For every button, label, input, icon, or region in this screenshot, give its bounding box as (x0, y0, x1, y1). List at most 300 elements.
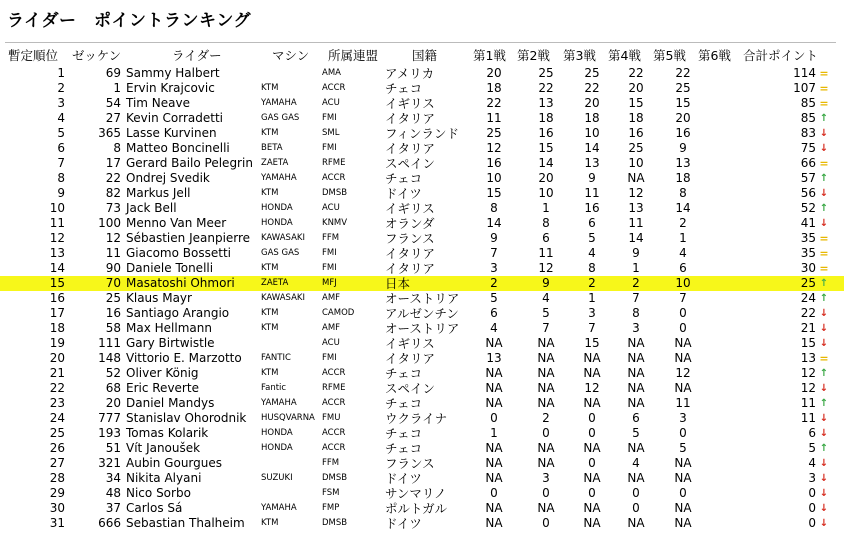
row-round-5: 8 (679, 186, 687, 200)
row-bike: KTM (261, 518, 279, 528)
row-round-5: 0 (679, 426, 687, 440)
row-position: 24 (49, 411, 65, 425)
row-number: 90 (105, 261, 121, 275)
row-round-3: 13 (584, 156, 600, 170)
row-round-3: NA (583, 471, 601, 485)
row-federation: FMP (322, 503, 340, 513)
row-round-5: 1 (679, 231, 687, 245)
row-round-1: 2 (490, 276, 498, 290)
row-round-3: 9 (588, 171, 596, 185)
row-nationality: チェコ (385, 171, 423, 186)
table-row (0, 126, 844, 141)
row-round-2: 13 (538, 96, 554, 110)
row-number: 20 (105, 396, 121, 410)
row-rider-name: Gary Birtwistle (126, 336, 215, 350)
trend-down-icon: ↓ (819, 428, 829, 439)
trend-down-icon: ↓ (819, 503, 829, 514)
row-round-3: 11 (584, 186, 600, 200)
row-position: 31 (49, 516, 65, 530)
row-round-2: 18 (538, 111, 554, 125)
row-federation: AMF (322, 293, 341, 303)
row-number: 111 (98, 336, 121, 350)
row-federation: ACCR (322, 428, 346, 438)
row-round-2: 0 (542, 486, 550, 500)
row-round-4: 20 (628, 81, 644, 95)
row-total: 107 (793, 81, 816, 95)
row-round-3: 0 (588, 486, 596, 500)
row-round-3: 0 (588, 411, 596, 425)
row-rider-name: Eric Reverte (126, 381, 199, 395)
row-bike: SUZUKI (261, 473, 293, 483)
row-round-2: 0 (542, 426, 550, 440)
row-round-5: 6 (679, 261, 687, 275)
row-nationality: イタリア (385, 261, 436, 276)
row-round-2: 4 (542, 291, 550, 305)
header-round-5: 第5戦 (653, 48, 686, 63)
row-total: 52 (800, 201, 816, 215)
row-number: 54 (105, 96, 121, 110)
row-number: 52 (105, 366, 121, 380)
row-round-5: 0 (679, 321, 687, 335)
row-round-4: 6 (632, 411, 640, 425)
row-number: 82 (105, 186, 121, 200)
table-row (0, 411, 844, 426)
row-nationality: スペイン (385, 156, 436, 171)
row-round-4: NA (627, 441, 645, 455)
row-position: 20 (49, 351, 65, 365)
row-round-1: 6 (490, 306, 498, 320)
row-number: 666 (98, 516, 121, 530)
row-rider-name: Markus Jell (126, 186, 191, 200)
row-total: 0 (808, 486, 816, 500)
trend-down-icon: ↓ (819, 518, 829, 529)
row-number: 70 (105, 276, 121, 290)
row-number: 16 (105, 306, 121, 320)
row-round-5: 15 (675, 96, 691, 110)
row-federation: FMI (322, 263, 337, 273)
row-federation: ACU (322, 338, 340, 348)
row-round-2: 6 (542, 231, 550, 245)
row-federation: ACU (322, 203, 340, 213)
row-federation: ACCR (322, 398, 346, 408)
row-nationality: ドイツ (385, 186, 422, 201)
row-bike: KTM (261, 308, 279, 318)
table-row (0, 471, 844, 486)
row-federation: FFM (322, 233, 340, 243)
row-round-3: NA (583, 396, 601, 410)
table-row (0, 426, 844, 441)
row-total: 75 (800, 141, 816, 155)
row-federation: FMI (322, 113, 337, 123)
row-number: 25 (105, 291, 121, 305)
row-round-5: 2 (679, 216, 687, 230)
row-bike: HONDA (261, 218, 293, 228)
row-round-5: NA (674, 456, 692, 470)
row-rider-name: Stanislav Ohorodnik (126, 411, 247, 425)
table-row (0, 246, 844, 261)
row-round-4: NA (627, 516, 645, 530)
row-round-1: NA (485, 516, 503, 530)
row-rider-name: Daniele Tonelli (126, 261, 214, 275)
row-nationality: アメリカ (385, 66, 435, 81)
trend-down-icon: ↓ (819, 458, 829, 469)
row-round-5: 11 (675, 396, 691, 410)
row-bike: GAS GAS (261, 248, 300, 258)
row-rider-name: Aubin Gourgues (126, 456, 223, 470)
row-rider-name: Nico Sorbo (126, 486, 191, 500)
row-bike: YAMAHA (261, 398, 297, 408)
row-position: 25 (49, 426, 65, 440)
table-row (0, 381, 844, 396)
row-total: 83 (800, 126, 816, 140)
row-total: 24 (800, 291, 816, 305)
table-row (0, 486, 844, 501)
table-row (0, 336, 844, 351)
row-position: 6 (57, 141, 65, 155)
row-round-1: 4 (490, 321, 498, 335)
row-number: 37 (105, 501, 121, 515)
trend-down-icon: ↓ (819, 308, 829, 319)
row-round-2: 5 (542, 306, 550, 320)
row-round-5: NA (674, 336, 692, 350)
row-federation: FMU (322, 413, 341, 423)
row-nationality: ポルトガル (385, 501, 448, 516)
trend-eq-icon: = (819, 97, 829, 110)
row-round-5: 25 (675, 81, 691, 95)
row-nationality: チェコ (385, 426, 423, 441)
trend-down-icon: ↓ (819, 473, 829, 484)
row-federation: DMSB (322, 188, 348, 198)
header-nationality: 国籍 (412, 48, 438, 63)
row-rider-name: Klaus Mayr (126, 291, 192, 305)
row-round-4: 22 (628, 66, 644, 80)
row-round-5: 20 (675, 111, 691, 125)
row-round-2: 1 (542, 201, 550, 215)
table-row (0, 201, 844, 216)
trend-up-icon: ↑ (819, 368, 829, 379)
header-federation: 所属連盟 (328, 48, 379, 63)
trend-down-icon: ↓ (819, 413, 829, 424)
row-rider-name: Sebastian Thalheim (126, 516, 245, 530)
row-nationality: チェコ (385, 366, 423, 381)
row-nationality: イタリア (385, 246, 436, 261)
trend-down-icon: ↓ (819, 143, 829, 154)
row-round-1: 20 (486, 66, 502, 80)
trend-down-icon: ↓ (819, 338, 829, 349)
row-round-4: NA (627, 336, 645, 350)
row-round-2: 2 (542, 411, 550, 425)
row-nationality: ドイツ (385, 471, 422, 486)
row-total: 56 (800, 186, 816, 200)
row-round-4: 10 (628, 156, 644, 170)
trend-up-icon: ↑ (819, 293, 829, 304)
trend-down-icon: ↓ (819, 218, 829, 229)
row-position: 11 (49, 216, 65, 230)
row-round-5: 12 (675, 366, 691, 380)
row-total: 11 (800, 411, 816, 425)
row-number: 58 (105, 321, 121, 335)
row-round-4: 16 (628, 126, 644, 140)
row-rider-name: Carlos Sá (126, 501, 183, 515)
table-row (0, 96, 844, 111)
row-round-2: NA (537, 501, 555, 515)
row-federation: MFJ (322, 278, 337, 288)
row-round-3: 14 (584, 141, 600, 155)
row-round-2: 22 (538, 81, 554, 95)
row-rider-name: Gerard Bailo Pelegrin (126, 156, 253, 170)
row-nationality: オランダ (385, 216, 435, 231)
row-federation: ACCR (322, 83, 346, 93)
row-nationality: イタリア (385, 111, 436, 126)
table-row (0, 441, 844, 456)
row-round-3: 2 (588, 276, 596, 290)
row-round-5: 10 (675, 276, 691, 290)
row-bike: KTM (261, 368, 279, 378)
row-round-1: 10 (486, 171, 502, 185)
row-total: 13 (800, 351, 816, 365)
row-bike: KTM (261, 128, 279, 138)
row-rider-name: Masatoshi Ohmori (126, 276, 235, 290)
row-round-4: 9 (632, 246, 640, 260)
row-rider-name: Tim Neave (126, 96, 190, 110)
row-round-2: NA (537, 441, 555, 455)
row-total: 4 (808, 456, 816, 470)
row-position: 30 (49, 501, 65, 515)
row-position: 5 (57, 126, 65, 140)
row-round-2: NA (537, 381, 555, 395)
row-round-4: 25 (628, 141, 644, 155)
row-round-5: 14 (675, 201, 691, 215)
row-round-3: 8 (588, 261, 596, 275)
row-federation: FMI (322, 248, 337, 258)
row-round-2: NA (537, 366, 555, 380)
row-round-4: 12 (628, 186, 644, 200)
row-round-4: 5 (632, 426, 640, 440)
row-round-1: 14 (486, 216, 502, 230)
row-round-3: 10 (584, 126, 600, 140)
table-row (0, 171, 844, 186)
row-number: 148 (98, 351, 121, 365)
row-round-3: 16 (584, 201, 600, 215)
row-nationality: ドイツ (385, 516, 422, 531)
row-bike: KAWASAKI (261, 233, 305, 243)
row-round-2: 3 (542, 471, 550, 485)
row-round-3: 1 (588, 291, 596, 305)
row-position: 7 (57, 156, 65, 170)
row-round-1: 0 (490, 411, 498, 425)
row-bike: YAMAHA (261, 98, 297, 108)
row-nationality: イギリス (385, 96, 435, 111)
row-position: 13 (49, 246, 65, 260)
row-number: 365 (98, 126, 121, 140)
row-position: 1 (57, 66, 65, 80)
row-round-1: 1 (490, 426, 498, 440)
row-federation: SML (322, 128, 340, 138)
row-round-3: NA (583, 366, 601, 380)
row-round-2: 16 (538, 126, 554, 140)
header-round-4: 第4戦 (608, 48, 641, 63)
row-position: 12 (49, 231, 65, 245)
row-rider-name: Vít Janoušek (126, 441, 201, 455)
row-round-3: NA (583, 441, 601, 455)
row-total: 30 (800, 261, 816, 275)
row-round-3: 0 (588, 456, 596, 470)
page-title: ライダー ポイントランキング (7, 11, 251, 31)
header-round-1: 第1戦 (473, 48, 506, 63)
row-number: 48 (105, 486, 121, 500)
row-round-5: 0 (679, 486, 687, 500)
row-position: 9 (57, 186, 65, 200)
row-round-5: NA (674, 501, 692, 515)
row-total: 85 (800, 111, 816, 125)
table-row (0, 231, 844, 246)
trend-up-icon: ↑ (819, 173, 829, 184)
row-round-3: 22 (584, 81, 600, 95)
row-round-2: 10 (538, 186, 554, 200)
row-nationality: チェコ (385, 396, 423, 411)
row-position: 28 (49, 471, 65, 485)
row-nationality: ウクライナ (385, 411, 448, 426)
row-total: 11 (800, 396, 816, 410)
row-round-1: NA (485, 456, 503, 470)
table-row (0, 186, 844, 201)
row-bike: KTM (261, 83, 279, 93)
row-round-5: 13 (675, 156, 691, 170)
row-federation: FMI (322, 353, 337, 363)
row-position: 14 (49, 261, 65, 275)
row-round-4: NA (627, 351, 645, 365)
header-rider: ライダー (172, 48, 222, 63)
trend-eq-icon: = (819, 82, 829, 95)
row-round-3: 18 (584, 111, 600, 125)
row-rider-name: Vittorio E. Marzotto (126, 351, 242, 365)
row-number: 8 (113, 141, 121, 155)
row-number: 69 (105, 66, 121, 80)
row-round-4: NA (627, 396, 645, 410)
row-bike: HONDA (261, 428, 293, 438)
row-position: 21 (49, 366, 65, 380)
row-bike: HONDA (261, 443, 293, 453)
row-nationality: スペイン (385, 381, 436, 396)
row-round-2: 8 (542, 216, 550, 230)
row-rider-name: Santiago Arangio (126, 306, 230, 320)
row-total: 3 (808, 471, 816, 485)
row-round-4: NA (627, 471, 645, 485)
row-bike: GAS GAS (261, 113, 300, 123)
row-total: 21 (800, 321, 816, 335)
table-row (0, 141, 844, 156)
row-round-2: NA (537, 456, 555, 470)
trend-eq-icon: = (819, 247, 829, 260)
row-round-1: 0 (490, 486, 498, 500)
table-row (0, 351, 844, 366)
row-round-4: 7 (632, 291, 640, 305)
row-round-2: 25 (538, 66, 554, 80)
row-round-1: 9 (490, 231, 498, 245)
row-rider-name: Sammy Halbert (126, 66, 220, 80)
row-round-1: 5 (490, 291, 498, 305)
row-round-3: 25 (584, 66, 600, 80)
row-rider-name: Jack Bell (126, 201, 177, 215)
row-position: 10 (49, 201, 65, 215)
row-round-4: NA (627, 171, 645, 185)
row-round-1: NA (485, 381, 503, 395)
row-position: 3 (57, 96, 65, 110)
row-federation: FFM (322, 458, 340, 468)
row-round-3: NA (583, 516, 601, 530)
row-federation: ACCR (322, 368, 346, 378)
table-row (0, 261, 844, 276)
row-nationality: チェコ (385, 81, 423, 96)
row-round-1: 13 (486, 351, 502, 365)
header-position: 暫定順位 (8, 48, 59, 63)
row-round-4: 18 (628, 111, 644, 125)
trend-eq-icon: = (819, 157, 829, 170)
row-round-1: NA (485, 336, 503, 350)
row-round-5: 0 (679, 306, 687, 320)
row-total: 35 (800, 246, 816, 260)
row-round-3: 4 (588, 246, 596, 260)
row-total: 22 (800, 306, 816, 320)
trend-eq-icon: = (819, 232, 829, 245)
row-total: 0 (808, 516, 816, 530)
trend-up-icon: ↑ (819, 203, 829, 214)
table-row (0, 66, 844, 81)
row-round-5: 16 (675, 126, 691, 140)
row-number: 34 (105, 471, 121, 485)
table-row (0, 111, 844, 126)
table-row-highlighted (0, 276, 844, 291)
row-number: 68 (105, 381, 121, 395)
header-round-2: 第2戦 (517, 48, 550, 63)
row-number: 1 (113, 81, 121, 95)
row-round-4: 14 (628, 231, 644, 245)
row-round-1: NA (485, 396, 503, 410)
row-rider-name: Matteo Boncinelli (126, 141, 230, 155)
row-round-4: 8 (632, 306, 640, 320)
row-nationality: 日本 (385, 276, 411, 291)
row-round-3: 5 (588, 231, 596, 245)
row-number: 777 (98, 411, 121, 425)
row-total: 41 (800, 216, 816, 230)
row-rider-name: Giacomo Bossetti (126, 246, 231, 260)
row-round-2: 9 (542, 276, 550, 290)
row-position: 16 (49, 291, 65, 305)
row-number: 73 (105, 201, 121, 215)
row-position: 18 (49, 321, 65, 335)
row-rider-name: Menno Van Meer (126, 216, 227, 230)
table-header (0, 46, 844, 64)
row-round-1: NA (485, 366, 503, 380)
row-rider-name: Sébastien Jeanpierre (126, 231, 251, 245)
row-nationality: オーストリア (385, 321, 460, 336)
header-bike: マシン (272, 48, 310, 63)
row-round-1: 22 (486, 96, 502, 110)
row-round-1: 25 (486, 126, 502, 140)
row-round-2: 20 (538, 171, 554, 185)
row-federation: KNMV (322, 218, 348, 228)
row-total: 5 (808, 441, 816, 455)
row-round-1: 8 (490, 201, 498, 215)
row-nationality: イギリス (385, 201, 435, 216)
row-position: 2 (57, 81, 65, 95)
trend-up-icon: ↑ (819, 443, 829, 454)
row-nationality: オーストリア (385, 291, 460, 306)
row-round-2: 12 (538, 261, 554, 275)
trend-up-icon: ↑ (819, 278, 829, 289)
row-round-3: 6 (588, 216, 596, 230)
row-position: 17 (49, 306, 65, 320)
